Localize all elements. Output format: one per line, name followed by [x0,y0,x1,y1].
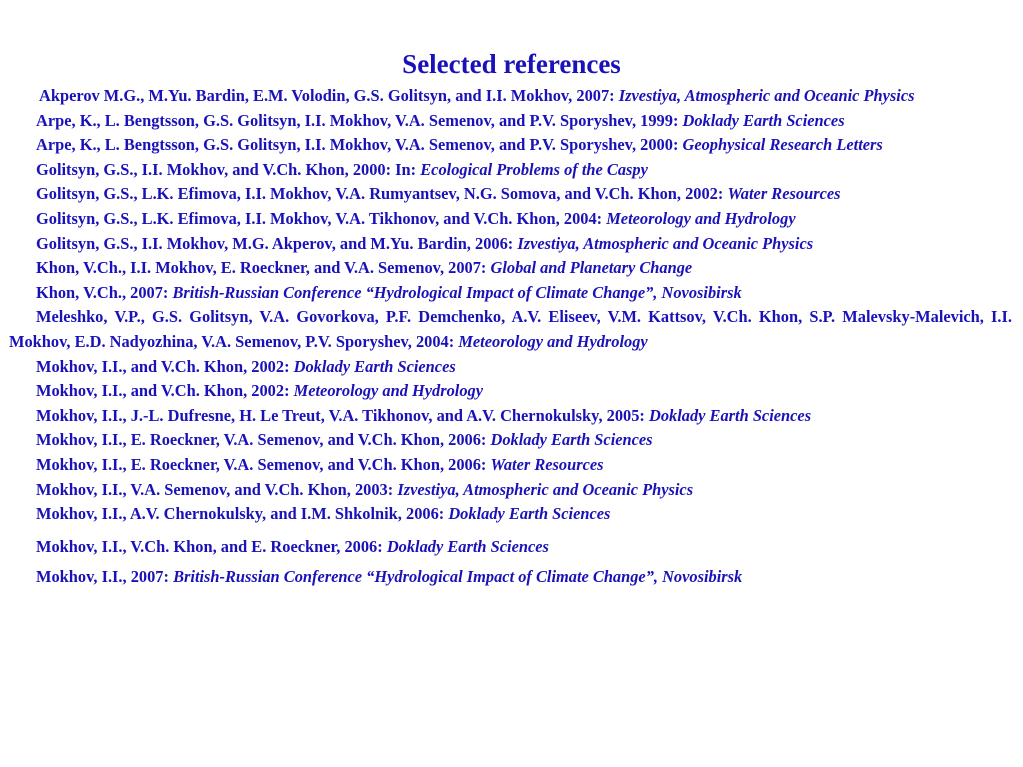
reference-item [9,535,1012,560]
page-title: Selected references [402,49,621,79]
reference-item [9,404,1012,429]
reference-authors: Arpe, K., L. Bengtsson, G.S. Golitsyn, I.I. Mokhov, V.A. Semenov, and P.V. Sporyshev, 2000: [36,135,683,155]
reference-item [9,207,1012,232]
reference-journal: Izvestiya, Atmospheric and Oceanic Physics [618,86,915,105]
reference-authors: Mokhov, I.I., E. Roeckner, V.A. Semenov, and V.Ch. Khon, 2006: [36,430,491,450]
reference-journal: Water Resources [727,184,841,204]
reference-item [9,84,1012,109]
reference-item [9,565,1012,590]
reference-item [9,158,1012,183]
reference-authors: Mokhov, I.I., and V.Ch. Khon, 2002: [36,356,294,376]
reference-item [9,133,1012,158]
reference-journal: Geophysical Research Letters [682,135,883,155]
reference-item [9,478,1012,503]
reference-item [9,281,1012,306]
reference-authors: Khon, V.Ch., I.I. Mokhov, E. Roeckner, and V.A. Semenov, 2007: [36,258,491,278]
reference-authors: Golitsyn, G.S., I.I. Mokhov, M.G. Akperov, and M.Yu. Bardin, 2006: [36,233,518,253]
reference-authors: Mokhov, I.I., A.V. Chernokulsky, and I.M. Shkolnik, 2006: [36,504,449,524]
reference-authors: Golitsyn, G.S., L.K. Efimova, I.I. Mokhov, V.A. Rumyantsev, N.G. Somova, and V.Ch. Khon, 2002: [36,184,728,204]
reference-journal: Meteorology and Hydrology [293,381,484,401]
reference-item [9,355,1012,380]
reference-authors: Mokhov, I.I., E. Roeckner, V.A. Semenov, and V.Ch. Khon, 2006: [36,454,491,474]
reference-journal: Izvestiya, Atmospheric and Oceanic Physics [397,479,694,499]
reference-authors: Meleshko, V.P., G.S. Golitsyn, V.A. Govorkova, P.F. Demchenko, A.V. Eliseev, V.M. Kattsov, V.Ch. Khon, S.P. Malevsky-Malevich, I.I. Mokhov, E.D. Nadyozhina, V.A. Semenov, P.V. Sporyshev, 2004: [9,307,1012,351]
reference-authors: Akperov M.G., M.Yu. Bardin, E.M. Volodin, G.S. Golitsyn, and I.I. Mokhov, 2007: [39,86,619,105]
reference-item [9,453,1012,478]
reference-authors: Golitsyn, G.S., I.I. Mokhov, and V.Ch. Khon, 2000: In: [36,159,421,179]
reference-journal: Doklady Earth Sciences [490,430,653,450]
reference-journal: Doklady Earth Sciences [448,504,611,524]
reference-item [9,428,1012,453]
reference-authors: Mokhov, I.I., J.-L. Dufresne, H. Le Treut, V.A. Tikhonov, and A.V. Chernokulsky, 2005: [36,405,649,425]
reference-authors: Mokhov, I.I., and V.Ch. Khon, 2002: [36,381,294,401]
reference-authors: Mokhov, I.I., 2007: [36,567,174,587]
reference-journal: Doklady Earth Sciences [293,356,456,376]
reference-authors: Khon, V.Ch., 2007: [36,282,173,302]
reference-journal: Meteorology and Hydrology [458,331,648,351]
reference-journal: Doklady Earth Sciences [386,536,549,556]
reference-authors: Mokhov, I.I., V.A. Semenov, and V.Ch. Khon, 2003: [36,479,398,499]
reference-journal: British-Russian Conference “Hydrological Impact of Climate Change”, Novosibirsk [173,567,743,587]
reference-item [9,305,1012,354]
reference-authors: Arpe, K., L. Bengtsson, G.S. Golitsyn, I.I. Mokhov, V.A. Semenov, and P.V. Sporyshev, 1999: [36,110,683,130]
reference-journal: Izvestiya, Atmospheric and Oceanic Physics [517,233,814,253]
reference-item [9,232,1012,257]
reference-journal: Global and Planetary Change [490,258,693,278]
reference-journal: Ecological Problems of the Caspy [420,159,648,179]
reference-journal: British-Russian Conference “Hydrological Impact of Climate Change”, Novosibirsk [172,282,742,302]
reference-item [9,182,1012,207]
reference-authors: Mokhov, I.I., V.Ch. Khon, and E. Roeckner, 2006: [36,536,387,556]
reference-item [9,109,1012,134]
reference-item [9,256,1012,281]
reference-authors: Golitsyn, G.S., L.K. Efimova, I.I. Mokhov, V.A. Tikhonov, and V.Ch. Khon, 2004: [36,208,607,228]
reference-list [9,84,1012,590]
reference-journal: Meteorology and Hydrology [606,208,796,228]
reference-journal: Water Resources [490,454,604,474]
reference-journal: Doklady Earth Sciences [649,405,812,425]
reference-item [9,379,1012,404]
reference-item [9,502,1012,527]
reference-journal: Doklady Earth Sciences [682,110,845,130]
